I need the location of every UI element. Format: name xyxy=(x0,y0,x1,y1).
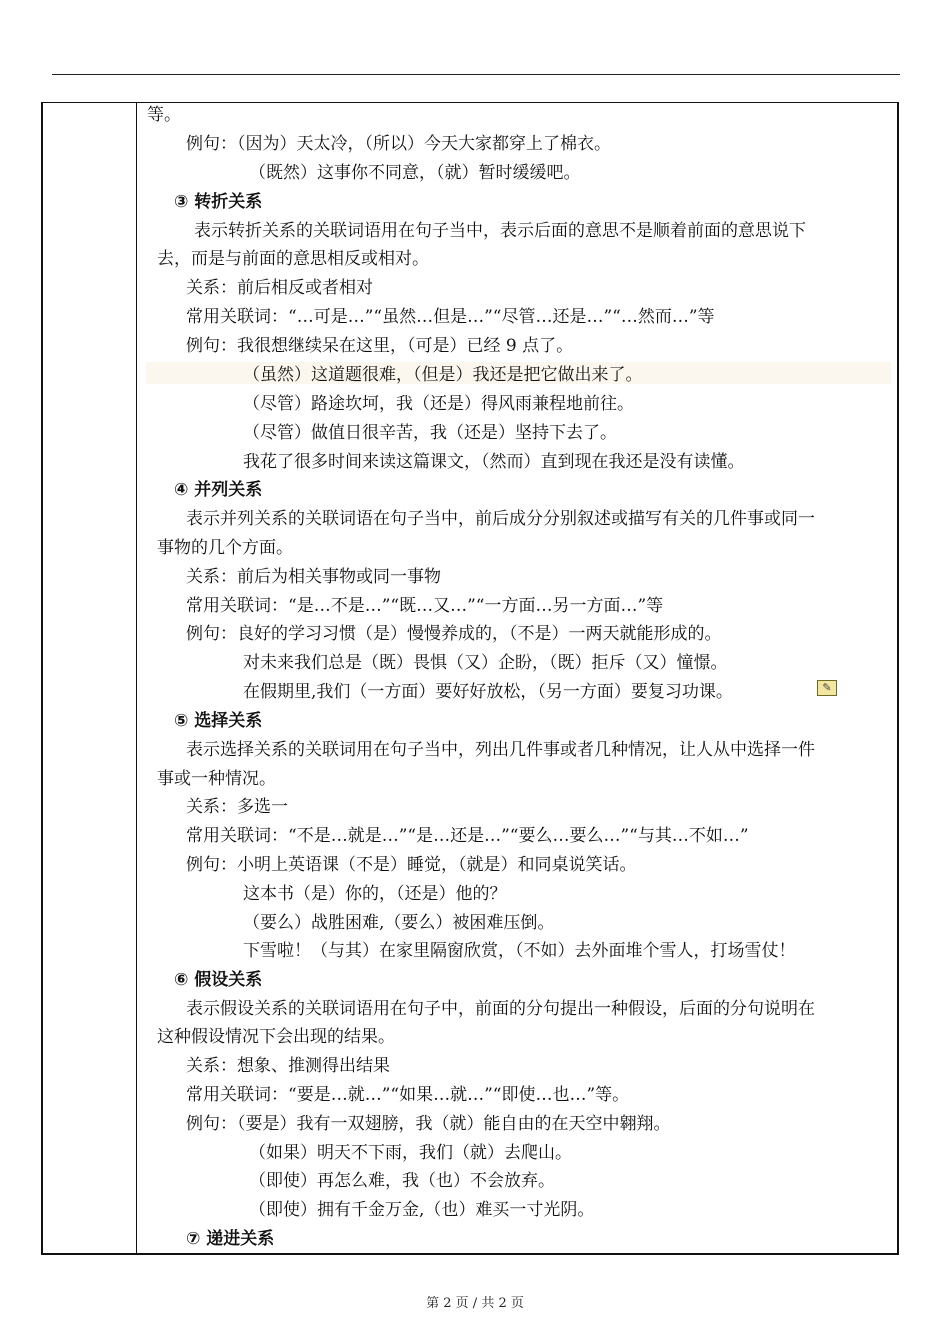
content-table xyxy=(41,102,899,1255)
text-line: 例句：（因为）天太冷，（所以）今天大家都穿上了棉衣。 xyxy=(186,134,611,154)
text-line: 关系：想象、推测得出结果 xyxy=(186,1056,390,1076)
text-line: （既然）这事你不同意，（就）暂时缓缓吧。 xyxy=(249,163,581,183)
text-line: 事或一种情况。 xyxy=(157,769,276,789)
text-line: （即使）拥有千金万金,（也）难买一寸光阴。 xyxy=(249,1200,595,1220)
section-heading: ⑦ 递进关系 xyxy=(186,1229,275,1249)
text-line: 例句：我很想继续呆在这里，（可是）已经 9 点了。 xyxy=(186,336,574,356)
text-line: 表示选择关系的关联词用在句子当中，列出几件事或者几种情况，让人从中选择一件 xyxy=(186,740,815,760)
text-line: 下雪啦！（与其）在家里隔窗欣赏，（不如）去外面堆个雪人，打场雪仗！ xyxy=(243,941,796,961)
text-line: （要么）战胜困难,（要么）被困难压倒。 xyxy=(243,913,555,933)
text-line: 去，而是与前面的意思相反或相对。 xyxy=(157,249,429,269)
page-footer: 第 2 页 / 共 2 页 xyxy=(426,1296,524,1311)
text-line: 例句：小明上英语课（不是）睡觉，（就是）和同桌说笑话。 xyxy=(186,855,637,875)
text-line: （尽管）做值日很辛苦，我（还是）坚持下去了。 xyxy=(243,423,617,443)
text-line: 常用关联词：“是…不是…”“既…又…”“一方面…另一方面…”等 xyxy=(186,596,664,616)
header-rule xyxy=(52,74,900,75)
text-line: 常用关联词：“不是…就是…”“是…还是…”“要么…要么…”“与其…不如…” xyxy=(186,826,749,846)
text-line: 事物的几个方面。 xyxy=(157,538,293,558)
text-line: 对未来我们总是（既）畏惧（又）企盼，（既）拒斥（又）憧憬。 xyxy=(243,653,728,673)
text-line: 例句：（要是）我有一双翅膀，我（就）能自由的在天空中翱翔。 xyxy=(186,1114,671,1134)
text-line: （尽管）路途坎坷，我（还是）得风雨兼程地前往。 xyxy=(243,394,634,414)
section-heading: ③ 转折关系 xyxy=(174,192,263,212)
text-line: 我花了很多时间来读这篇课文，（然而）直到现在我还是没有读懂。 xyxy=(243,452,745,472)
text-line: 关系：前后相反或者相对 xyxy=(186,278,373,298)
text-line: 在假期里,我们（一方面）要好好放松，（另一方面）要复习功课。 xyxy=(243,682,733,702)
text-line: 等。 xyxy=(147,105,181,125)
text-line: 这种假设情况下会出现的结果。 xyxy=(157,1027,395,1047)
edit-note-icon[interactable]: ✎ xyxy=(817,680,837,696)
section-heading: ⑥ 假设关系 xyxy=(174,970,263,990)
text-line: 关系：多选一 xyxy=(186,797,288,817)
section-heading: ④ 并列关系 xyxy=(174,480,263,500)
text-line: 例句：良好的学习习惯（是）慢慢养成的，（不是）一两天就能形成的。 xyxy=(186,624,722,644)
table-column-divider xyxy=(136,102,137,1255)
text-line: （虽然）这道题很难，（但是）我还是把它做出来了。 xyxy=(243,365,643,385)
text-line: （如果）明天不下雨，我们（就）去爬山。 xyxy=(249,1143,572,1163)
text-line: 表示转折关系的关联词语用在句子当中，表示后面的意思不是顺着前面的意思说下 xyxy=(194,221,806,241)
text-line: （即使）再怎么难，我（也）不会放弃。 xyxy=(249,1171,555,1191)
text-line: 这本书（是）你的，（还是）他的？ xyxy=(243,884,507,904)
section-heading: ⑤ 选择关系 xyxy=(174,711,263,731)
text-line: 表示并列关系的关联词语在句子当中，前后成分分别叙述或描写有关的几件事或同一 xyxy=(186,509,815,529)
text-line: 常用关联词：“…可是…”“虽然…但是…”“尽管…还是…”“…然而…”等 xyxy=(186,307,715,327)
text-line: 关系：前后为相关事物或同一事物 xyxy=(186,567,441,587)
text-line: 表示假设关系的关联词语用在句子中，前面的分句提出一种假设，后面的分句说明在 xyxy=(186,999,815,1019)
text-line: 常用关联词：“要是…就…”“如果…就…”“即使…也…”等。 xyxy=(186,1085,630,1105)
